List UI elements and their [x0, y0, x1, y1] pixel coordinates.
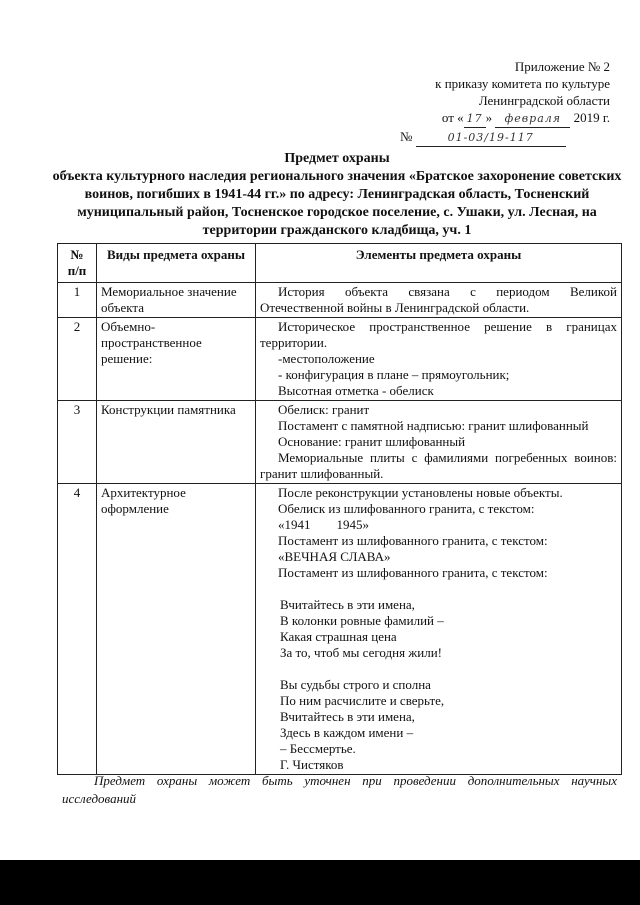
appendix-order-ref: к приказу комитета по культуре	[435, 76, 610, 91]
table-row	[58, 484, 622, 775]
handwritten-day: 17	[464, 110, 486, 128]
date-year: 2019 г.	[573, 110, 610, 125]
element-line: «ВЕЧНАЯ СЛАВА»	[278, 549, 391, 564]
row-elements	[256, 484, 622, 775]
row-num: 1	[58, 283, 97, 318]
poem-line: Здесь в каждом имени –	[280, 725, 414, 740]
poem-line: Вчитайтесь в эти имена,	[280, 597, 415, 612]
row-elements	[256, 318, 622, 401]
header-num-a: №	[70, 247, 84, 262]
header-num-b: п/п	[67, 263, 87, 278]
footnote-line-1: Предмет охраны может быть уточнен при проведении дополнительных научных	[94, 773, 617, 788]
footnote	[62, 772, 617, 808]
element-line: Мемориальные плиты с фамилиями погребенных воинов: гранит шлифованный.	[260, 450, 617, 481]
element-line: «1941 1945»	[278, 517, 369, 532]
element-line: История объекта связана с периодом Великой Отечественной войны в Ленинградской области.	[260, 284, 617, 315]
appendix-region: Ленинградской области	[478, 93, 610, 108]
row-kind: Конструкции памятника	[97, 401, 256, 484]
element-line: Высотная отметка - обелиск	[278, 383, 434, 398]
appendix-date	[400, 109, 610, 128]
element-line: Историческое пространственное решение в границах территории.	[260, 319, 617, 350]
header-elements: Элементы предмета охраны	[256, 244, 622, 283]
element-line: - конфигурация в плане – прямоугольник;	[278, 367, 510, 382]
spacer	[260, 581, 617, 597]
appendix-title: Приложение № 2	[514, 59, 610, 74]
poem-line: Какая страшная цена	[280, 629, 397, 644]
handwritten-number: 01-03/19-117	[416, 129, 566, 147]
header-num	[58, 244, 97, 283]
row-kind: Объемно-пространственное решение:	[97, 318, 256, 401]
poem-line: – Бессмертье.	[280, 741, 356, 756]
protection-table	[57, 243, 622, 775]
element-line: После реконструкции установлены новые объекты.	[278, 485, 563, 500]
element-line: Постамент с памятной надписью: гранит шлифованный	[278, 418, 589, 433]
table-row	[58, 401, 622, 484]
appendix-block	[400, 58, 610, 147]
poem-line: Вы судьбы строго и сполна	[280, 677, 431, 692]
poem-line: Вчитайтесь в эти имена,	[280, 709, 415, 724]
title-subtitle: объекта культурного наследия регионального значения «Братское захоронение советских воинов, погибших в 1941-44 гг.» по адресу: Ленинградская область, Тосненский муниципальный район, Тосненское городское поселение, с. Ушаки, ул. Лесная, на территории гражданского кладбища, уч. 1	[52, 169, 622, 238]
date-prefix: от «	[441, 110, 464, 125]
poem-line	[260, 661, 617, 677]
element-line: -местоположение	[278, 351, 375, 366]
poem-line: За то, чтоб мы сегодня жили!	[280, 645, 443, 660]
poem-author: Г. Чистяков	[280, 757, 344, 772]
row-num: 3	[58, 401, 97, 484]
handwritten-month: февраля	[495, 110, 570, 128]
row-kind: Мемориальное значение объекта	[97, 283, 256, 318]
document-title	[52, 150, 622, 240]
row-elements	[256, 401, 622, 484]
element-line: Постамент из шлифованного гранита, с текстом:	[278, 565, 548, 580]
table-row	[58, 318, 622, 401]
element-line: Обелиск: гранит	[278, 402, 370, 417]
title-heading: Предмет охраны	[284, 151, 390, 166]
appendix-number	[400, 128, 610, 147]
scan-bottom-band	[0, 860, 640, 905]
number-prefix: №	[400, 129, 413, 144]
poem-line: В колонки ровные фамилий –	[280, 613, 444, 628]
poem-line: По ним расчислите и сверьте,	[280, 693, 445, 708]
element-line: Обелиск из шлифованного гранита, с текстом:	[278, 501, 535, 516]
row-elements	[256, 283, 622, 318]
date-mid: »	[485, 110, 493, 125]
row-num: 4	[58, 484, 97, 775]
row-kind: Архитектурное оформление	[97, 484, 256, 775]
table-row	[58, 283, 622, 318]
header-kind: Виды предмета охраны	[97, 244, 256, 283]
element-line: Постамент из шлифованного гранита, с текстом:	[278, 533, 548, 548]
row-num: 2	[58, 318, 97, 401]
footnote-line-2: исследований	[62, 791, 137, 806]
element-line: Основание: гранит шлифованный	[278, 434, 466, 449]
table-header-row	[58, 244, 622, 283]
